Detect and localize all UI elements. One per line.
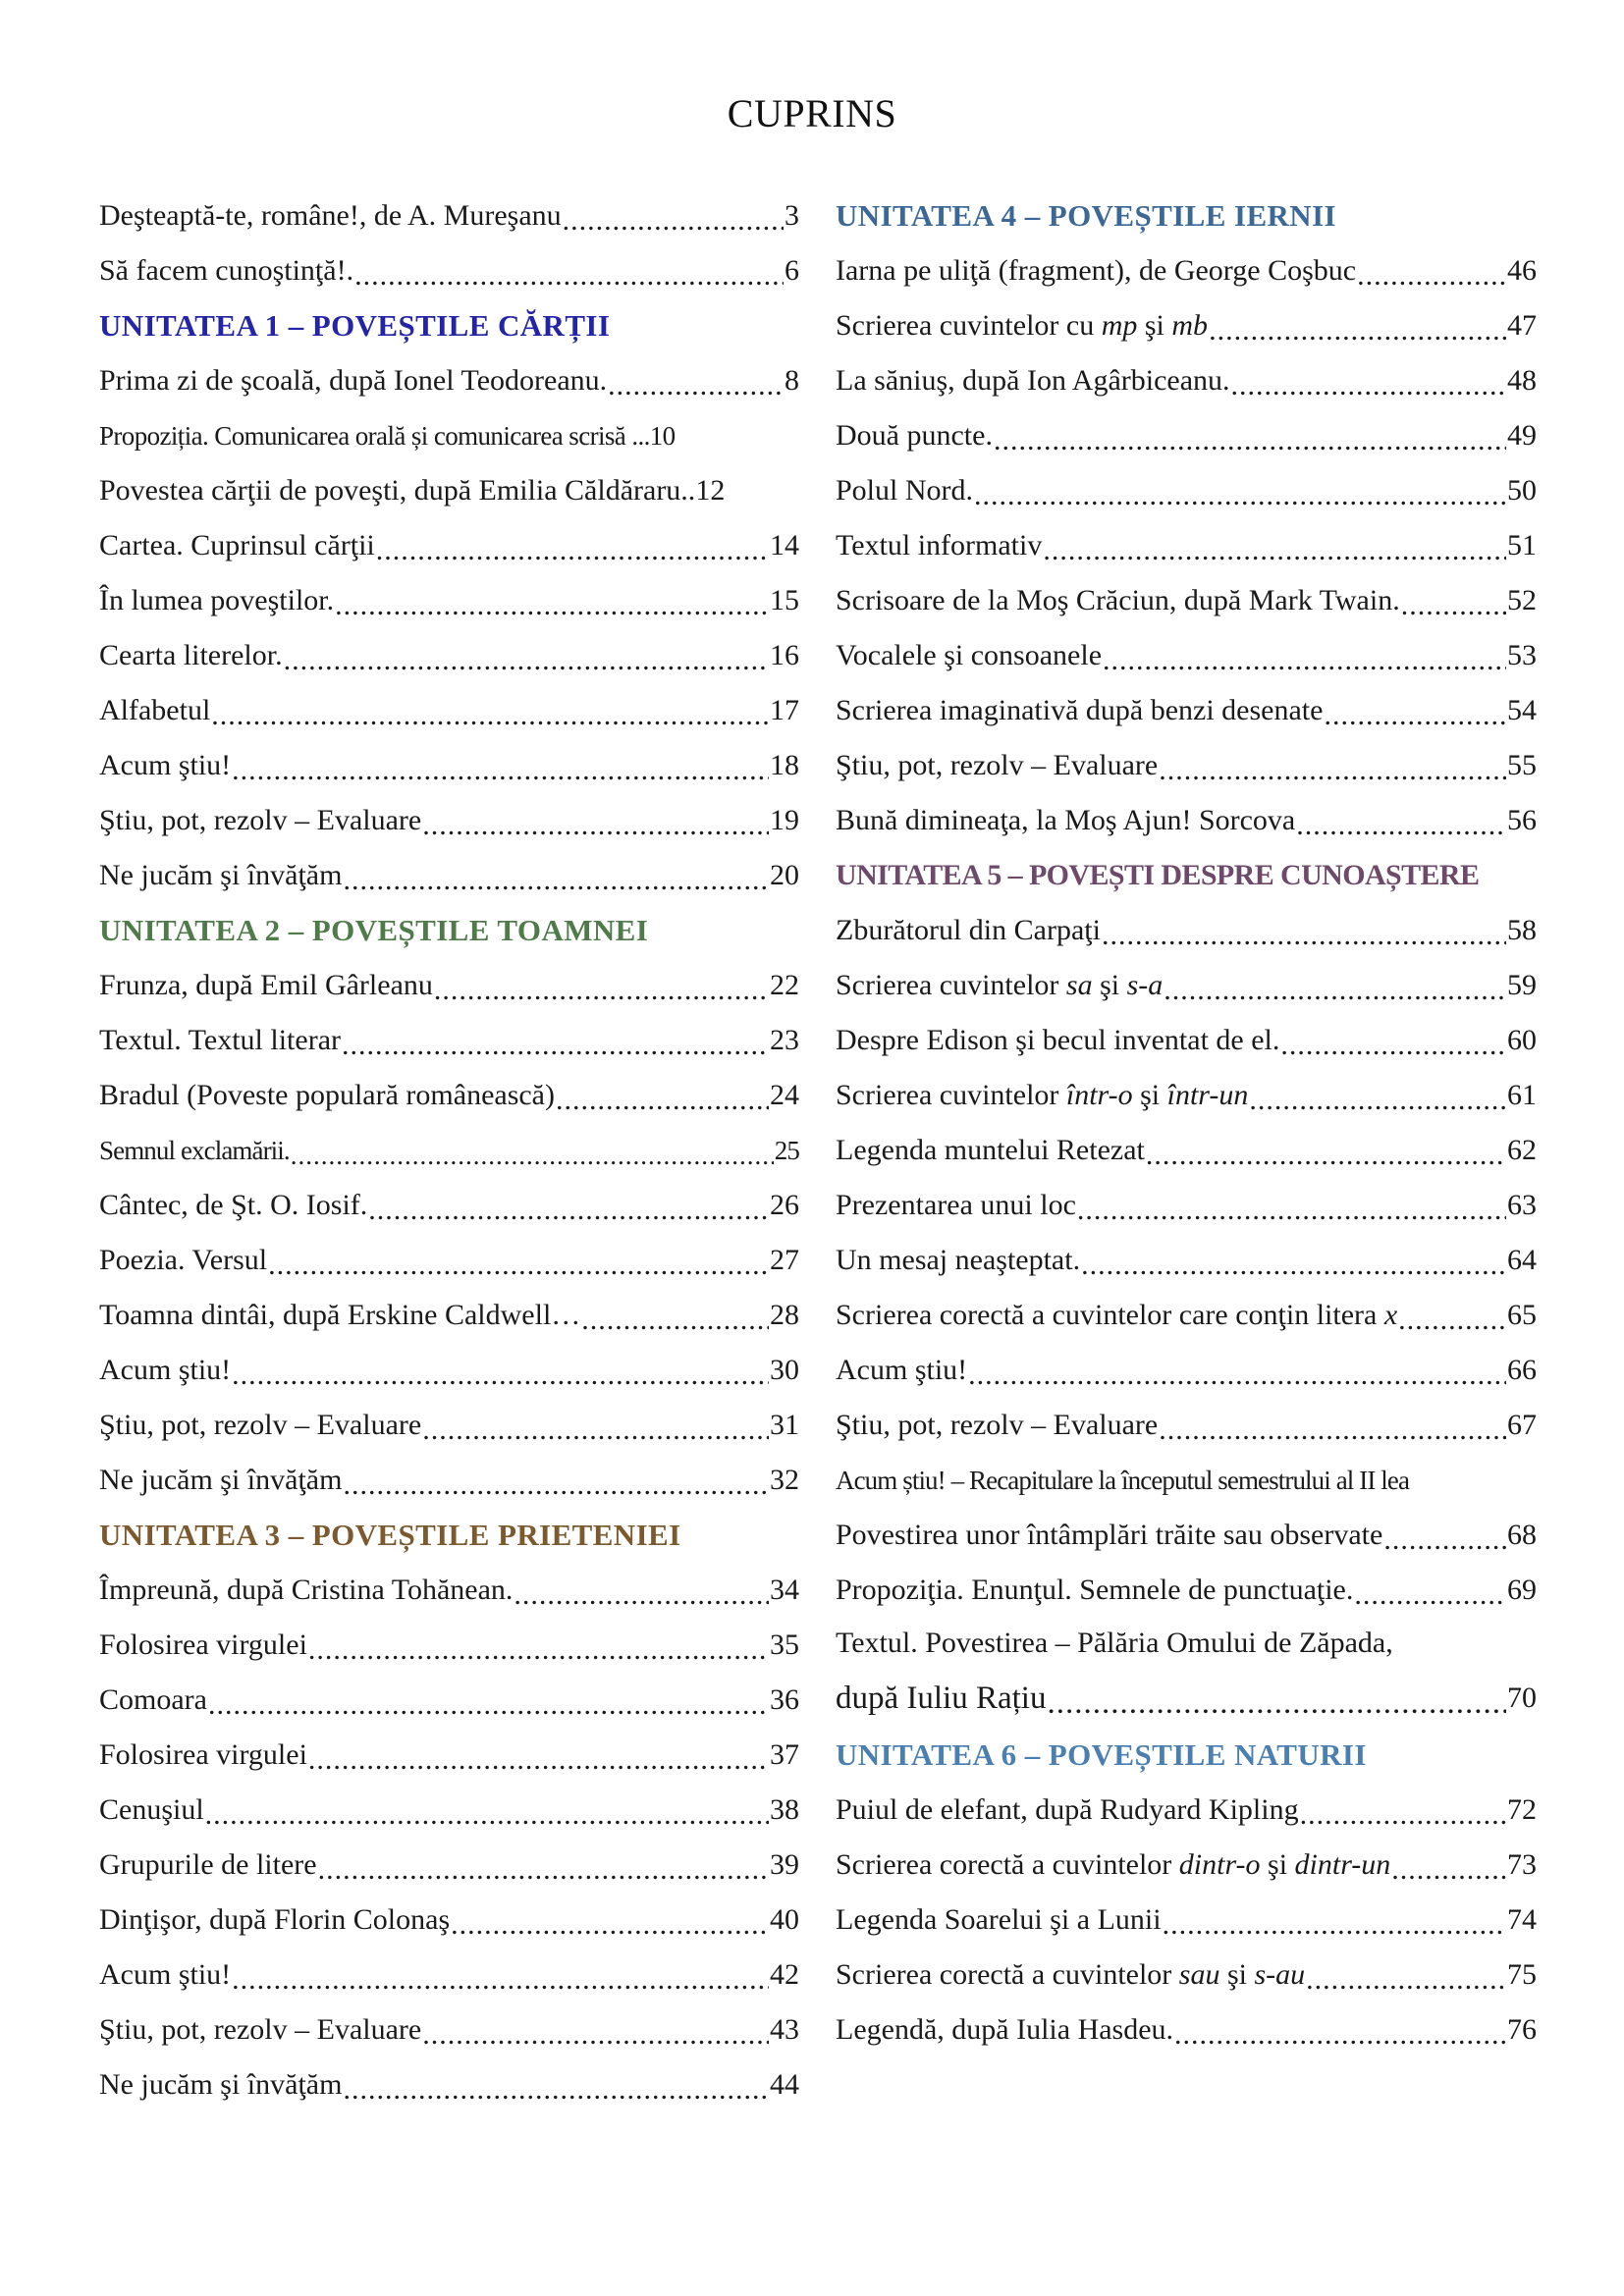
unit-heading-5[interactable]: UNITATEA 5 – POVEȘTI DESPRE CUNOAȘTERE (836, 859, 1480, 891)
page-number: 17 (770, 694, 799, 726)
dot-leader (318, 1843, 769, 1887)
page-number: 54 (1507, 694, 1537, 726)
entry-title: Cartea. Cuprinsul cărţii (99, 529, 375, 561)
page-number: 51 (1507, 529, 1537, 561)
entry-title: Acum ştiu! (99, 1958, 232, 1991)
dot-leader (343, 2063, 769, 2107)
entry-title: Scrierea cuvintelor cu mp şi mb (836, 309, 1209, 342)
page-number: 64 (1507, 1244, 1537, 1276)
toc-entry[interactable] (99, 408, 799, 463)
page-number: 18 (770, 749, 799, 781)
dot-leader (1043, 524, 1506, 567)
entry-title: Ne jucăm şi învăţăm (99, 1464, 343, 1496)
entry-title: Cântec, de Şt. O. Iosif. (99, 1189, 368, 1221)
unit-heading-6[interactable]: UNITATEA 6 – POVEȘTILE NATURII (836, 1737, 1367, 1772)
dot-leader (1164, 964, 1506, 1007)
entry-title: Cearta literelor. (99, 639, 283, 671)
toc-entry[interactable] (99, 518, 799, 573)
entry-title: Scrierea corectă a cuvintelor dintr-o şi dintr-un (836, 1848, 1391, 1881)
dot-leader (284, 634, 769, 677)
toc-entry[interactable] (836, 1453, 1537, 1508)
entry-title: Legenda Soarelui şi a Lunii (836, 1903, 1162, 1936)
entry-title: Alfabetul (99, 694, 211, 726)
entry-title: Ne jucăm şi învăţăm (99, 859, 343, 891)
toc-entry[interactable] (836, 243, 1537, 298)
toc-entry[interactable] (99, 738, 799, 793)
entry-title: Zburătorul din Carpaţi (836, 914, 1101, 946)
page-number: 58 (1507, 914, 1537, 946)
page-title: CUPRINS (727, 91, 897, 135)
toc-entry[interactable] (836, 683, 1537, 738)
page-number: 27 (770, 1244, 799, 1276)
entry-title: Scrierea cuvintelor sa şi s-a (836, 969, 1164, 1001)
toc-entry[interactable] (836, 573, 1537, 628)
entry-title: Bradul (Poveste populară românească) (99, 1079, 555, 1111)
entry-title: La săniuş, după Ion Agârbiceanu. (836, 364, 1230, 397)
dot-leader (968, 1349, 1506, 1392)
entry-title: Frunza, după Emil Gârleanu (99, 969, 433, 1001)
dot-leader (563, 194, 784, 238)
dot-leader (1209, 304, 1506, 347)
dot-leader (208, 1679, 769, 1722)
dot-leader (232, 744, 769, 787)
page-number: 60 (1507, 1024, 1537, 1056)
toc-entry[interactable] (836, 1783, 1537, 1838)
entry-title: Să facem cunoştinţă!. (99, 254, 354, 287)
toc-entry[interactable] (836, 1893, 1537, 1948)
toc-entry[interactable] (836, 738, 1537, 793)
page-number: 22 (770, 969, 799, 1001)
page-number: 12 (695, 474, 726, 507)
toc-entry[interactable] (99, 243, 799, 298)
toc-entry[interactable] (836, 793, 1537, 848)
page-number: 76 (1507, 2013, 1537, 2046)
entry-title: Bună dimineaţa, la Moş Ajun! Sorcova (836, 804, 1296, 836)
entry-title: Puiul de elefant, după Rudyard Kipling (836, 1793, 1299, 1826)
entry-title: Ştiu, pot, rezolv – Evaluare (836, 1409, 1159, 1441)
dot-leader (308, 1624, 769, 1667)
entry-title: Folosirea virgulei (99, 1629, 307, 1661)
page-number: 38 (770, 1793, 799, 1826)
toc-left-column (99, 188, 799, 2112)
entry-title: Împreună, după Cristina Tohănean. (99, 1574, 514, 1606)
page-number: 39 (770, 1848, 799, 1881)
toc-entry[interactable] (99, 1783, 799, 1838)
dot-leader (1174, 2008, 1506, 2052)
dot-leader (1249, 1074, 1506, 1117)
page-number: 68 (1507, 1519, 1537, 1551)
toc-entry[interactable] (836, 408, 1537, 463)
page-number: 46 (1507, 254, 1537, 287)
entry-title: Scrierea cuvintelor într-o şi într-un (836, 1079, 1249, 1111)
entry-title: Ştiu, pot, rezolv – Evaluare (836, 749, 1159, 781)
page-number: 25 (774, 1135, 799, 1165)
entry-title: Toamna dintâi, după Erskine Caldwell… (99, 1299, 581, 1331)
unit-heading-4[interactable]: UNITATEA 4 – POVEȘTILE IERNII (836, 198, 1337, 233)
dot-leader (343, 1459, 769, 1502)
toc-entry[interactable] (99, 1893, 799, 1948)
toc-entry[interactable] (99, 1233, 799, 1288)
page-number: 43 (770, 2013, 799, 2046)
page-number: 3 (785, 199, 799, 232)
page-number: 69 (1507, 1574, 1537, 1606)
entry-title: Două puncte. (836, 419, 993, 452)
toc-entry[interactable] (99, 573, 799, 628)
toc-entry[interactable] (836, 628, 1537, 683)
toc-entry[interactable] (99, 1068, 799, 1123)
toc-entry[interactable] (99, 1838, 799, 1893)
unit-heading-2[interactable]: UNITATEA 2 – POVEȘTILE TOAMNEI (99, 913, 649, 947)
toc-entry[interactable] (99, 793, 799, 848)
entry-title: Prezentarea unui loc (836, 1189, 1076, 1221)
page-number: 30 (770, 1354, 799, 1386)
dot-leader (354, 249, 784, 293)
entry-title: Deşteaptă-te, române!, de A. Mureşanu (99, 199, 562, 232)
entry-title: Scrierea corectă a cuvintelor sau şi s-au (836, 1958, 1306, 1991)
entry-title: Iarna pe uliţă (fragment), de George Coşbuc (836, 254, 1357, 287)
toc-entry[interactable] (836, 2002, 1537, 2057)
entry-title: Folosirea virgulei (99, 1738, 307, 1771)
entry-title: Textul. Textul literar (99, 1024, 342, 1056)
entry-title: Acum ştiu! (836, 1354, 968, 1386)
page-number: 56 (1507, 804, 1537, 836)
dot-leader (514, 1569, 769, 1612)
dot-leader (376, 524, 769, 567)
dot-leader (1383, 1514, 1506, 1557)
toc-entry[interactable] (99, 958, 799, 1013)
toc-entry[interactable] (99, 463, 799, 518)
page-number: 32 (770, 1464, 799, 1496)
page-number: 8 (785, 364, 799, 397)
entry-title: Textul informativ (836, 529, 1043, 561)
dot-leader (291, 1131, 774, 1171)
dot-leader (1280, 1019, 1506, 1062)
entry-title: Polul Nord. (836, 474, 974, 507)
dot-leader (1077, 1184, 1506, 1227)
dot-leader (422, 2008, 769, 2052)
toc-entry[interactable] (99, 1948, 799, 2002)
page-number: 19 (770, 804, 799, 836)
dot-leader (335, 579, 769, 622)
unit-heading-1[interactable]: UNITATEA 1 – POVEȘTILE CĂRȚII (99, 308, 611, 343)
toc-entry[interactable] (836, 903, 1537, 958)
toc-entry[interactable] (99, 1288, 799, 1343)
entry-title: În lumea poveştilor. (99, 584, 335, 616)
entry-title: Textul. Povestirea – Pălăria Omului de Zăpada, (836, 1627, 1393, 1659)
dot-leader (1163, 1898, 1506, 1942)
dot-leader (1103, 634, 1506, 677)
entry-title: Semnul exclamării. (99, 1135, 290, 1165)
dot-leader (268, 1239, 769, 1282)
dot-leader (581, 1294, 769, 1337)
page-number: 67 (1507, 1409, 1537, 1441)
page-number: 62 (1507, 1134, 1537, 1166)
page-number: 61 (1507, 1079, 1537, 1111)
entry-title: Cenuşiul (99, 1793, 204, 1826)
toc-entry[interactable] (99, 188, 799, 243)
page-number: 15 (770, 584, 799, 616)
toc-entry[interactable] (99, 1013, 799, 1068)
dot-leader (343, 854, 769, 897)
entry-title: Scrierea corectă a cuvintelor care conţin litera x (836, 1299, 1398, 1331)
page-number: 44 (770, 2068, 799, 2101)
toc-entry[interactable] (836, 298, 1537, 353)
dot-leader (1401, 579, 1506, 622)
page-number: 47 (1507, 309, 1537, 342)
dot-leader (1300, 1789, 1506, 1832)
dot-leader (308, 1734, 769, 1777)
toc-entry[interactable] (99, 2002, 799, 2057)
toc-entry[interactable] (836, 1563, 1537, 1618)
toc-entry[interactable] (836, 1398, 1537, 1453)
entry-title: Scrierea imaginativă după benzi desenate (836, 694, 1324, 726)
dot-leader (1306, 1953, 1506, 1997)
toc-entry[interactable] (99, 1123, 799, 1178)
dot-leader (1146, 1129, 1506, 1172)
entry-title: Dinţişor, după Florin Colonaş (99, 1903, 451, 1936)
toc-entry[interactable] (836, 518, 1537, 573)
toc-entry[interactable] (836, 353, 1537, 408)
page-number: 42 (770, 1958, 799, 1991)
toc-entry[interactable] (836, 1233, 1537, 1288)
dot-leader (1231, 359, 1506, 402)
dot-leader (1159, 744, 1506, 787)
entry-title: după Iuliu Rațiu (836, 1680, 1047, 1716)
page-number: 14 (770, 529, 799, 561)
dot-leader (205, 1789, 769, 1832)
dot-leader (1159, 1404, 1506, 1447)
page-number: 26 (770, 1189, 799, 1221)
page-number: 6 (785, 254, 799, 287)
entry-title: Ştiu, pot, rezolv – Evaluare (99, 804, 422, 836)
entry-title: Poezia. Versul (99, 1244, 268, 1276)
entry-title: Povestirea unor întâmplări trăite sau observate (836, 1519, 1383, 1551)
entry-title: Legendă, după Iulia Hasdeu. (836, 2013, 1174, 2046)
entry-title: Legenda muntelui Retezat (836, 1134, 1145, 1166)
dot-leader (368, 1184, 769, 1227)
toc-entry[interactable] (836, 1948, 1537, 2002)
toc-entry[interactable] (836, 1068, 1537, 1123)
toc-entry[interactable] (836, 1508, 1537, 1563)
page-number: 74 (1507, 1903, 1537, 1936)
page-number: 70 (1507, 1682, 1537, 1714)
dot-leader (422, 1404, 769, 1447)
page-number: 35 (770, 1629, 799, 1661)
dot-leader (994, 414, 1506, 457)
dot-leader (1047, 1676, 1506, 1722)
entry-title: Ştiu, pot, rezolv – Evaluare (99, 2013, 422, 2046)
entry-title: Comoara (99, 1683, 207, 1716)
toc-entry[interactable] (836, 1178, 1537, 1233)
page-number: 52 (1507, 584, 1537, 616)
toc-right-column (836, 188, 1537, 2057)
toc-entry[interactable] (99, 1343, 799, 1398)
entry-title: Scrisoare de la Moş Crăciun, după Mark Twain. (836, 584, 1400, 616)
page-number: 37 (770, 1738, 799, 1771)
page-number: 50 (1507, 474, 1537, 507)
page-number: 40 (770, 1903, 799, 1936)
dot-leader (211, 689, 769, 732)
page-number: 34 (770, 1574, 799, 1606)
unit-heading-3[interactable]: UNITATEA 3 – POVEȘTILE PRIETENIEI (99, 1518, 681, 1552)
entry-title: Propoziția. Comunicarea orală și comunicarea scrisă ... (99, 420, 650, 451)
page-number: 49 (1507, 419, 1537, 452)
page-number: 55 (1507, 749, 1537, 781)
page-number: 48 (1507, 364, 1537, 397)
toc-entry[interactable] (99, 1398, 799, 1453)
toc-entry[interactable] (836, 1838, 1537, 1893)
dot-leader (1296, 799, 1506, 842)
entry-title: Ştiu, pot, rezolv – Evaluare (99, 1409, 422, 1441)
toc-entry[interactable] (99, 683, 799, 738)
toc-entry-line-1[interactable] (836, 1618, 1537, 1669)
dot-leader (1324, 689, 1506, 732)
page-number: 65 (1507, 1299, 1537, 1331)
page-number: 75 (1507, 1958, 1537, 1991)
toc-entry[interactable] (836, 1013, 1537, 1068)
toc-entry[interactable] (99, 1453, 799, 1508)
entry-title: Acum știu! – Recapitulare la începutul semestrului al II lea (836, 1465, 1410, 1495)
toc-entry[interactable] (836, 1288, 1537, 1343)
entry-title: Propoziţia. Enunţul. Semnele de punctuaţie. (836, 1574, 1354, 1606)
toc-entry[interactable] (99, 628, 799, 683)
page-number: 53 (1507, 639, 1537, 671)
entry-title: Vocalele şi consoanele (836, 639, 1103, 671)
entry-title: Prima zi de şcoală, după Ionel Teodoreanu. (99, 364, 608, 397)
toc-entry[interactable] (836, 1343, 1537, 1398)
toc-entry[interactable] (99, 1618, 799, 1673)
page-number: 66 (1507, 1354, 1537, 1386)
dot-leader (1081, 1239, 1506, 1282)
dot-leader (342, 1019, 769, 1062)
entry-title: Acum ştiu! (99, 749, 232, 781)
page-number: 72 (1507, 1793, 1537, 1826)
dot-leader (608, 359, 784, 402)
page-number: 59 (1507, 969, 1537, 1001)
toc-entry[interactable] (99, 1178, 799, 1233)
page-number: 10 (649, 420, 676, 451)
page-number: 73 (1507, 1848, 1537, 1881)
entry-title: Acum ştiu! (99, 1354, 232, 1386)
toc-entry[interactable] (99, 848, 799, 903)
dot-leader (451, 1898, 769, 1942)
toc-entry[interactable] (99, 1728, 799, 1783)
entry-title: Grupurile de litere (99, 1848, 317, 1881)
entry-title: Un mesaj neaşteptat. (836, 1244, 1081, 1276)
toc-entry[interactable] (836, 1123, 1537, 1178)
toc-entry-line-2[interactable] (836, 1669, 1537, 1728)
dot-leader (1102, 909, 1506, 952)
toc-entry[interactable] (99, 353, 799, 408)
toc-entry[interactable] (99, 2057, 799, 2112)
page-number: 16 (770, 639, 799, 671)
entry-title: Povestea cărţii de poveşti, după Emilia Căldăraru.. (99, 474, 696, 507)
dot-leader (232, 1349, 769, 1392)
toc-entry[interactable] (836, 958, 1537, 1013)
dot-leader (1391, 1843, 1506, 1887)
entry-title: Despre Edison şi becul inventat de el. (836, 1024, 1280, 1056)
page-number: 31 (770, 1409, 799, 1441)
page-number: 28 (770, 1299, 799, 1331)
toc-entry[interactable] (836, 463, 1537, 518)
page-number: 23 (770, 1024, 799, 1056)
dot-leader (556, 1074, 769, 1117)
toc-entry[interactable] (99, 1673, 799, 1728)
dot-leader (434, 964, 769, 1007)
dot-leader (232, 1953, 769, 1997)
dot-leader (1398, 1294, 1506, 1337)
dot-leader (1354, 1569, 1506, 1612)
dot-leader (422, 799, 769, 842)
dot-leader (974, 469, 1506, 512)
page-number: 63 (1507, 1189, 1537, 1221)
dot-leader (1357, 249, 1506, 293)
page-number: 36 (770, 1683, 799, 1716)
entry-title: Ne jucăm şi învăţăm (99, 2068, 343, 2101)
page-number: 24 (770, 1079, 799, 1111)
toc-entry[interactable] (99, 1563, 799, 1618)
page-number: 20 (770, 859, 799, 891)
